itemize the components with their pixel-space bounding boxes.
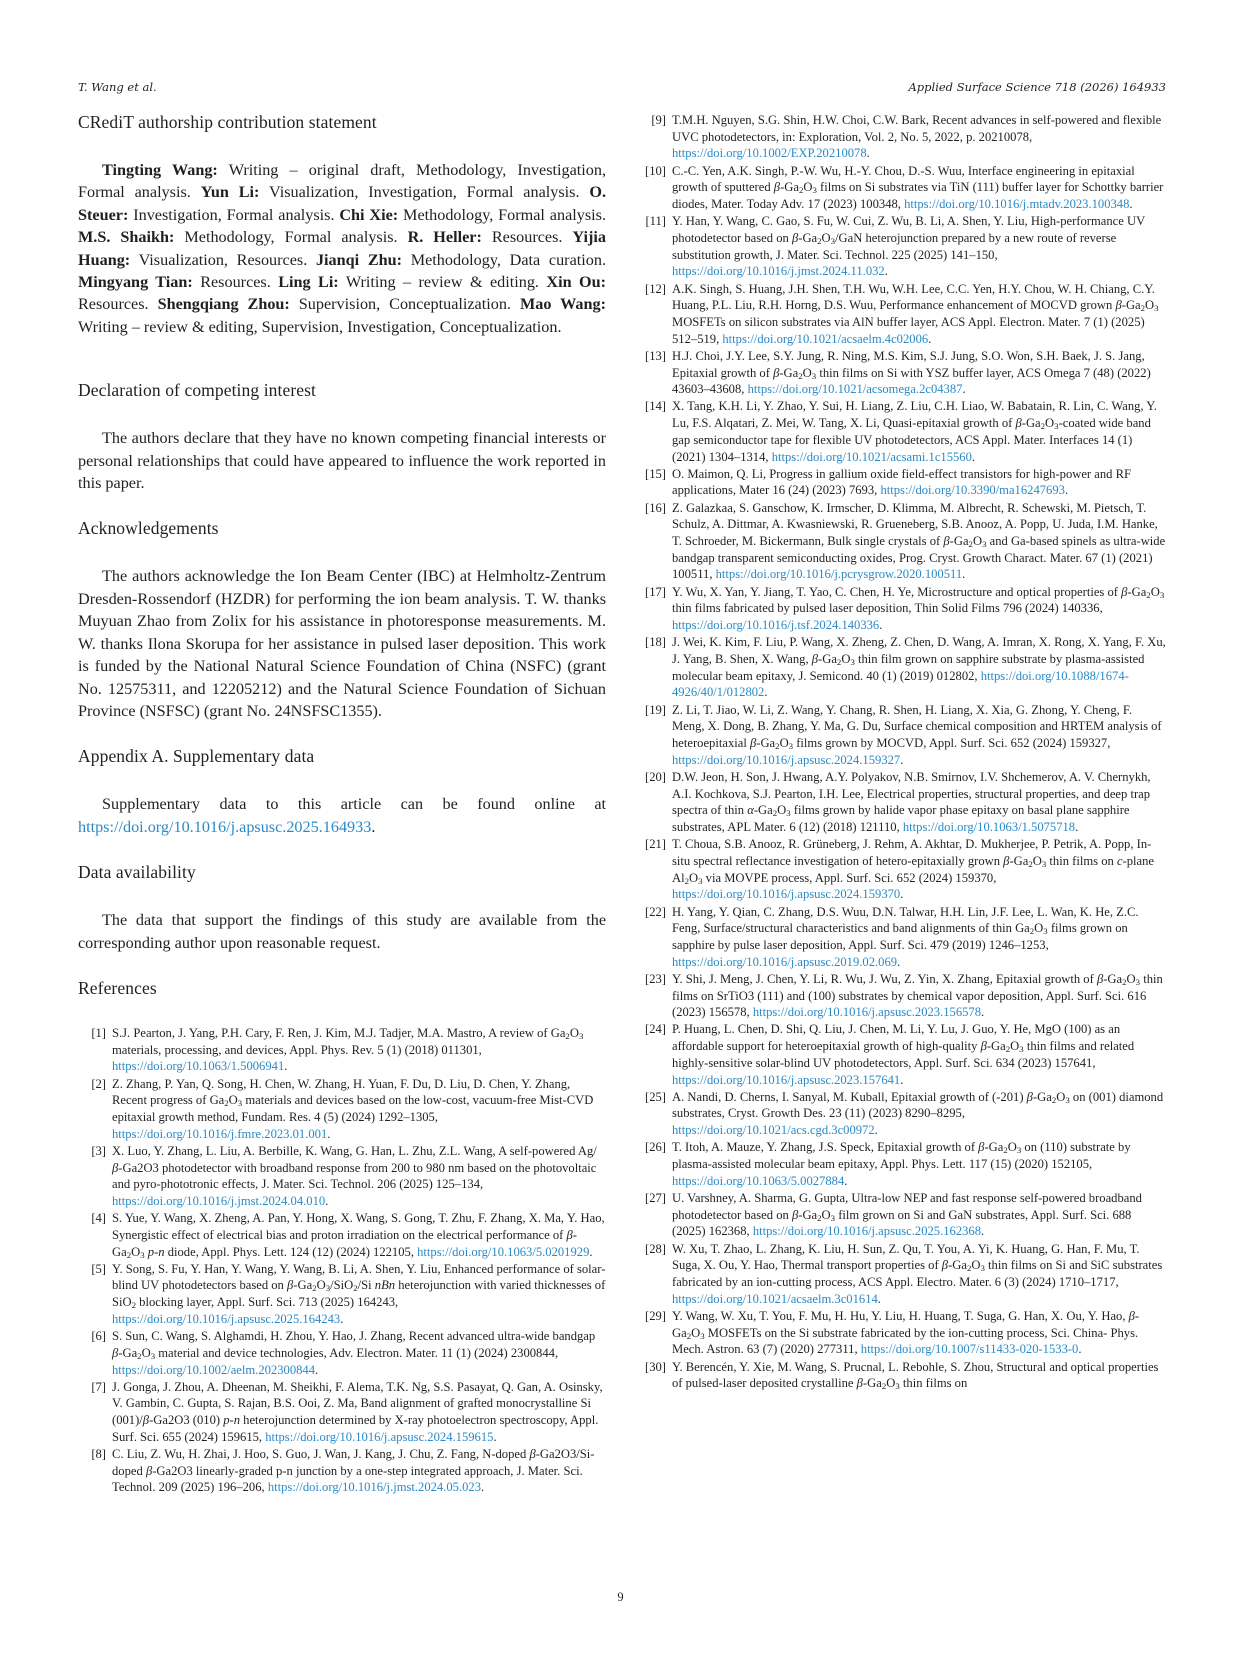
reference-item: [1] S.J. Pearton, J. Yang, P.H. Cary, F. Ren, J. Kim, M.J. Tadjer, M.A. Mastro, A review of $Ga_2O_3$ materials, processing, and devices, Appl. Phys. Rev. 5 (1) (2018) 011301, https://doi.org/10.1063/1.5006941. [78, 1025, 606, 1075]
credit-statement [78, 159, 606, 338]
credit-author-roles: Writing – review & editing. [338, 273, 547, 292]
reference-number: [23] [645, 971, 666, 986]
reference-item: [18] J. Wei, K. Kim, F. Liu, P. Wang, X. Zheng, Z. Chen, D. Wang, A. Imran, X. Rong, X. Yang, F. Xu, J. Yang, B. Shen, X. Wang, $\beta-Ga_2O_3$ thin film grown on sapphire substrate by plasma-assisted molecular beam epitaxy, J. Semicond. 40 (1) (2019) 012802, https://doi.org/10.1088/1674-4926/40/1/012802. [638, 634, 1166, 701]
credit-author-name: Xin Ou: [546, 273, 606, 292]
reference-item: [13] H.J. Choi, J.Y. Lee, S.Y. Jung, R. Ning, M.S. Kim, S.J. Jung, S.O. Won, S.H. Baek, J. S. Jang, Epitaxial growth of $\beta-Ga_2O_3$ thin films on Si with YSZ buffer layer, ACS Omega 7 (48) (2022) 43603–43608, https://doi.org/10.1021/acsomega.2c04387. [638, 348, 1166, 398]
credit-author-name: Chi Xie: [339, 205, 399, 224]
reference-item: [3] X. Luo, Y. Zhang, L. Liu, A. Berbille, K. Wang, G. Han, L. Zhu, Z.L. Wang, A self-powered Ag/β-Ga2O3 photodetector with broadband response from 200 to 980 nm based on the photovoltaic and pyro-phototronic effects, J. Mater. Sci. Technol. 206 (2025) 125–134, https://doi.org/10.1016/j.jmst.2024.04.010. [78, 1143, 606, 1210]
running-head-author: T. Wang et al. [78, 80, 157, 94]
reference-doi-link[interactable]: https://doi.org/10.1021/acs.cgd.3c00972 [672, 1123, 875, 1138]
acknowledgements-heading: Acknowledgements [78, 518, 219, 539]
credit-author-name: Shengqiang Zhou: [157, 295, 290, 314]
reference-text: S.J. Pearton, J. Yang, P.H. Cary, F. Ren, J. Kim, M.J. Tadjer, M.A. Mastro, A review of $Ga_2O_3$ materials, processing, and devices, Appl. Phys. Rev. 5 (1) (2018) 011301, [112, 1025, 584, 1057]
reference-text: X. Luo, Y. Zhang, L. Liu, A. Berbille, K. Wang, G. Han, L. Zhu, Z.L. Wang, A self-powered Ag/β-Ga2O3 photodetector with broadband response from 200 to 980 nm based on the photovoltaic and pyro-phototronic effects, J. Mater. Sci. Technol. 206 (2025) 125–134, [112, 1143, 597, 1192]
credit-author-roles: Visualization, Investigation, Formal analysis. [259, 183, 590, 202]
running-head-journal: Applied Surface Science 718 (2026) 164933 [908, 80, 1166, 94]
reference-text: Z. Galazkaa, S. Ganschow, K. Irmscher, D. Klimma, M. Albrecht, R. Schewski, M. Pietsch, T. Schulz, A. Dittmar, A. Kwasniewski, R. Grueneberg, S.B. Anooz, A. Popp, U. Juda, I.M. Hanke, T. Schroeder, M. Bickermann, Bulk single crystals of $\beta-Ga_2O_3$ and Ga-based spinels as ultra-wide bandgap transparent semiconducting oxides, Prog. Cryst. Growth Charact. Mater. 67 (1) (2021) 100511, [672, 500, 1166, 582]
reference-doi-link[interactable]: https://doi.org/10.1016/j.apsusc.2019.02.069 [672, 954, 898, 969]
credit-author-roles: Writing – original draft, Methodology, Investigation, Formal analysis. [78, 161, 606, 202]
competing-interest-heading: Declaration of competing interest [78, 380, 317, 401]
reference-text: C.-C. Yen, A.K. Singh, P.-W. Wu, H.-Y. Chou, D.-S. Wuu, Interface engineering in epitaxial growth of sputtered $\beta-Ga_2O_3$ films on Si substrates via TiN (111) buffer layer for Schottky barrier diodes, Mater. Today Adv. 17 (2023) 100348, [672, 163, 1164, 212]
credit-author-name: Yun Li: [200, 183, 260, 202]
reference-doi-link[interactable]: https://doi.org/10.1021/acsaelm.4c02006 [722, 331, 929, 346]
credit-author-name: Jianqi Zhu: [315, 250, 403, 269]
reference-doi-link[interactable]: https://doi.org/10.1016/j.jmst.2024.11.032 [672, 264, 885, 279]
credit-author-roles: Writing – review & editing, Supervision, Investigation, Conceptualization. [78, 317, 562, 336]
reference-number: [10] [645, 163, 666, 178]
reference-text: P. Huang, L. Chen, D. Shi, Q. Liu, J. Chen, M. Li, Y. Lu, J. Guo, Y. He, MgO (100) as an affordable support for heteroepitaxial growth of high-quality $\beta-Ga_2O_3$ thin films and related highly-sensitive solar-blind UV photodetectors, Appl. Surf. Sci. 634 (2023) 157641, [672, 1022, 1135, 1070]
reference-item: [5] Y. Song, S. Fu, Y. Han, Y. Wang, Y. Wang, B. Li, A. Shen, Y. Liu, Enhanced performance of solar-blind UV photodetectors based on $\beta-Ga_2O_3/SiO_2/Si$ nBn heterojunction with varied thicknesses of SiO$_2$ blocking layer, Appl. Surf. Sci. 713 (2025) 164243, https://doi.org/10.1016/j.apsusc.2025.164243. [78, 1261, 606, 1328]
reference-item: [8] C. Liu, Z. Wu, H. Zhai, J. Hoo, S. Guo, J. Wan, J. Kang, J. Chu, Z. Fang, N-doped β-Ga2O3/Si-doped β-Ga2O3 linearly-graded p-n junction by a one-step integrated approach, J. Mater. Sci. Technol. 209 (2025) 196–206, https://doi.org/10.1016/j.jmst.2024.05.023. [78, 1446, 606, 1496]
reference-doi-link[interactable]: https://doi.org/10.1021/acsomega.2c04387 [747, 382, 963, 397]
credit-author-name: R. Heller: [407, 228, 482, 247]
reference-doi-link[interactable]: https://doi.org/10.1063/1.5075718 [902, 820, 1076, 835]
reference-number: [17] [645, 584, 666, 599]
left-column [78, 112, 606, 1497]
reference-doi-link[interactable]: https://doi.org/10.1016/j.jmst.2024.05.023 [267, 1480, 482, 1495]
reference-doi-link[interactable]: https://doi.org/10.1016/j.apsusc.2023.157641 [672, 1072, 901, 1087]
reference-number: [29] [645, 1308, 666, 1323]
credit-author-roles: Methodology, Formal analysis. [174, 228, 408, 247]
references-heading: References [78, 977, 157, 998]
reference-number: [28] [645, 1241, 666, 1256]
credit-author-name: Yijia Huang: [78, 228, 606, 269]
reference-item: [12] A.K. Singh, S. Huang, J.H. Shen, T.H. Wu, W.H. Lee, C.C. Yen, H.Y. Chou, W. H. Chiang, C.Y. Huang, P.L. Liu, R.H. Horng, D.S. Wuu, Performance enhancement of MOCVD grown $\beta-Ga_2O_3$ MOSFETs on silicon substrates via AlN buffer layer, ACS Appl. Electron. Mater. 7 (1) (2025) 512–519, https://doi.org/10.1021/acsaelm.4c02006. [638, 281, 1166, 348]
reference-doi-link[interactable]: https://doi.org/10.1021/acsaelm.3c01614 [672, 1291, 878, 1306]
reference-text: Y. Berencén, Y. Xie, M. Wang, S. Prucnal, L. Rebohle, S. Zhou, Structural and optical properties of pulsed-laser deposited crystalline $\beta-Ga_2O_3$ thin films on [672, 1359, 1159, 1392]
reference-text: T. Choua, S.B. Anooz, R. Grüneberg, J. Rehm, A. Akhtar, D. Mukherjee, P. Petrik, A. Popp, In-situ spectral reflectance investigation of hetero-epitaxially grown $\beta-Ga_2O_3$ thin films on c-plane $Al_2O_3$ via MOVPE process, Appl. Surf. Sci. 652 (2024) 159370, [672, 837, 1154, 886]
credit-heading: CRediT authorship contribution statement [78, 112, 377, 132]
reference-number: [3] [91, 1143, 106, 1158]
reference-doi-link[interactable]: https://doi.org/10.1016/j.apsusc.2024.159327 [672, 752, 901, 767]
right-column [638, 112, 1166, 1392]
reference-doi-link[interactable]: https://doi.org/10.1016/j.jmst.2024.04.010 [112, 1193, 326, 1208]
reference-item: [26] T. Itoh, A. Mauze, Y. Zhang, J.S. Speck, Epitaxial growth of $\beta-Ga_2O_3$ on (110) substrate by plasma-assisted molecular beam epitaxy, Appl. Phys. Lett. 117 (15) (2020) 152105, https://doi.org/10.1063/5.0027884. [638, 1139, 1166, 1189]
reference-text: H. Yang, Y. Qian, C. Zhang, D.S. Wuu, D.N. Talwar, H.H. Lin, J.F. Lee, L. Wan, K. He, Z.C. Feng, Surface/structural characteristics and band alignments of thin $Ga_2O_3$ films grown on sapphire by pulse laser deposition, Appl. Surf. Sci. 479 (2019) 1246–1253, [672, 904, 1139, 952]
reference-number: [15] [645, 466, 666, 481]
credit-author-name: Mingyang Tian: [78, 273, 193, 292]
reference-text: Y. Han, Y. Wang, C. Gao, S. Fu, W. Cui, Z. Wu, B. Li, A. Shen, Y. Liu, High-performance UV photodetector based on $\beta-Ga_2O_3$/GaN heterojunction prepared by a new route of reverse substitution growth, J. Mater. Sci. Technol. 225 (2025) 141–150, [672, 214, 1145, 262]
reference-list-left [78, 1025, 606, 1496]
reference-doi-link[interactable]: https://doi.org/10.1016/j.apsusc.2024.159370 [672, 887, 901, 902]
reference-text: Y. Shi, J. Meng, J. Chen, Y. Li, R. Wu, J. Wu, Z. Yin, X. Zhang, Epitaxial growth of $\beta-Ga_2O_3$ thin films on SrTiO3 (111) and (100) substrates by chemical vapor deposition, Appl. Surf. Sci. 616 (2023) 156578, [672, 971, 1163, 1020]
supplementary-data-link[interactable]: https://doi.org/10.1016/j.apsusc.2025.164933 [78, 817, 372, 836]
reference-doi-link[interactable]: https://doi.org/10.1016/j.apsusc.2025.164243 [112, 1311, 341, 1326]
reference-text: S. Yue, Y. Wang, X. Zheng, A. Pan, Y. Hong, X. Wang, S. Gong, T. Zhu, F. Zhang, X. Ma, Y. Hao, Synergistic effect of electrical bias and proton irradiation on the electrical performance of $\beta-Ga_2O_3$ p-n diode, Appl. Phys. Lett. 124 (12) (2024) 122105, [112, 1211, 605, 1260]
reference-doi-link[interactable]: https://doi.org/10.1016/j.apsusc.2025.162368 [752, 1224, 982, 1239]
reference-doi-link[interactable]: https://doi.org/10.1016/j.fmre.2023.01.001 [112, 1126, 328, 1141]
reference-number: [16] [645, 500, 666, 515]
reference-item: [24] P. Huang, L. Chen, D. Shi, Q. Liu, J. Chen, M. Li, Y. Lu, J. Guo, Y. He, MgO (100) as an affordable support for heteroepitaxial growth of high-quality $\beta-Ga_2O_3$ thin films and related highly-sensitive solar-blind UV photodetectors, Appl. Surf. Sci. 634 (2023) 157641, https://doi.org/10.1016/j.apsusc.2023.157641. [638, 1021, 1166, 1088]
reference-text: O. Maimon, Q. Li, Progress in gallium oxide field-effect transistors for high-power and RF applications, Mater 16 (24) (2023) 7693, [672, 466, 1132, 498]
credit-author-roles: Methodology, Data curation. [402, 250, 606, 269]
reference-number: [24] [645, 1022, 666, 1037]
credit-author-name: Mao Wang: [519, 295, 606, 314]
appendix-heading: Appendix A. Supplementary data [78, 746, 315, 767]
acknowledgements-text: The authors acknowledge the Ion Beam Center (IBC) at Helmholtz-Zentrum Dresden-Rossendorf (HZDR) for performing the ion beam analysis. T. W. thanks Muyuan Zhao from Zolix for his assistance in photoresponse measurements. M. W. thanks Ilona Skorupa for her assistance in pulsed laser deposition. This work is funded by the National Natural Science Foundation of China (NSFC) (grant No. 12575311, and 12205212) and the Natural Science Foundation of Sichuan Province (NSFSC) (grant No. 24NSFSC1355). [78, 567, 606, 720]
reference-item: [21] T. Choua, S.B. Anooz, R. Grüneberg, J. Rehm, A. Akhtar, D. Mukherjee, P. Petrik, A. Popp, In-situ spectral reflectance investigation of hetero-epitaxially grown $\beta-Ga_2O_3$ thin films on c-plane $Al_2O_3$ via MOVPE process, Appl. Surf. Sci. 652 (2024) 159370, https://doi.org/10.1016/j.apsusc.2024.159370. [638, 836, 1166, 903]
credit-author-name: O. Steuer: [78, 183, 606, 224]
credit-author-roles: Investigation, Formal analysis. [128, 205, 340, 224]
reference-item: [7] J. Gonga, J. Zhou, A. Dheenan, M. Sheikhi, F. Alema, T.K. Ng, S.S. Pasayat, Q. Gan, A. Osinsky, V. Gambin, C. Gupta, S. Rajan, B.S. Ooi, Z. Ma, Band alignment of grafted monocrystalline Si (001)/β-Ga2O3 (010) p-n heterojunction determined by X-ray photoelectron spectroscopy, Appl. Surf. Sci. 655 (2024) 159615, https://doi.org/10.1016/j.apsusc.2024.159615. [78, 1379, 606, 1446]
credit-author-name: Ling Li: [278, 273, 339, 292]
reference-text: T.M.H. Nguyen, S.G. Shin, H.W. Choi, C.W. Bark, Recent advances in self-powered and flexible UVC photodetectors, in: Exploration, Vol. 2, No. 5, 2022, p. 20210078, [672, 113, 1162, 144]
reference-doi-link[interactable]: https://doi.org/10.1021/acsami.1c15560 [771, 449, 972, 464]
appendix-text [78, 793, 606, 838]
reference-item: [4] S. Yue, Y. Wang, X. Zheng, A. Pan, Y. Hong, X. Wang, S. Gong, T. Zhu, F. Zhang, X. Ma, Y. Hao, Synergistic effect of electrical bias and proton irradiation on the electrical performance of $\beta-Ga_2O_3$ p-n diode, Appl. Phys. Lett. 124 (12) (2024) 122105, https://doi.org/10.1063/5.0201929. [78, 1210, 606, 1260]
credit-author-name: M.S. Shaikh: [78, 228, 175, 247]
reference-number: [27] [645, 1191, 666, 1205]
reference-doi-link[interactable]: https://doi.org/10.1007/s11433-020-1533-0 [860, 1342, 1079, 1357]
competing-interest-text: The authors declare that they have no known competing financial interests or personal relationships that could have appeared to influence the work reported in this paper. [78, 429, 606, 493]
appendix-period: . [371, 817, 376, 836]
reference-text: H.J. Choi, J.Y. Lee, S.Y. Jung, R. Ning, M.S. Kim, S.J. Jung, S.O. Won, S.H. Baek, J. S. Jang, Epitaxial growth of $\beta-Ga_2O_3$ thin films on Si with YSZ buffer layer, ACS Omega 7 (48) (2022) 43603–43608, [672, 348, 1151, 397]
reference-number: [25] [645, 1089, 666, 1104]
reference-text: Z. Li, T. Jiao, W. Li, Z. Wang, Y. Chang, R. Shen, H. Liang, X. Xia, G. Zhong, Y. Cheng, F. Meng, X. Dong, B. Zhang, Y. Ma, G. Du, Surface chemical composition and HRTEM analysis of heteroepitaxial $\beta-Ga_2O_3$ films grown by MOCVD, Appl. Surf. Sci. 652 (2024) 159327, [672, 702, 1162, 752]
reference-doi-link[interactable]: https://doi.org/10.1016/j.mtadv.2023.100348 [904, 197, 1130, 212]
credit-author-roles: Resources. [192, 273, 279, 292]
credit-author-roles: Supervision, Conceptualization. [289, 295, 520, 314]
reference-number: [14] [645, 399, 666, 414]
page-number: 9 [617, 1590, 624, 1604]
reference-number: [12] [645, 281, 666, 296]
credit-author-name: Tingting Wang: [102, 161, 218, 179]
reference-text: T. Itoh, A. Mauze, Y. Zhang, J.S. Speck, Epitaxial growth of $\beta-Ga_2O_3$ on (110) substrate by plasma-assisted molecular beam epitaxy, Appl. Phys. Lett. 117 (15) (2020) 152105, [672, 1140, 1131, 1172]
reference-item: [9] T.M.H. Nguyen, S.G. Shin, H.W. Choi, C.W. Bark, Recent advances in self-powered and flexible UVC photodetectors, in: Exploration, Vol. 2, No. 5, 2022, p. 20210078, https://doi.org/10.1002/EXP.20210078. [638, 112, 1166, 162]
reference-number: [2] [91, 1076, 106, 1091]
data-availability-heading: Data availability [78, 862, 196, 883]
reference-item: [11] Y. Han, Y. Wang, C. Gao, S. Fu, W. Cui, Z. Wu, B. Li, A. Shen, Y. Liu, High-performance UV photodetector based on $\beta-Ga_2O_3$/GaN heterojunction prepared by a new route of reverse substitution growth, J. Mater. Sci. Technol. 225 (2025) 141–150, https://doi.org/10.1016/j.jmst.2024.11.032. [638, 213, 1166, 280]
credit-author-roles: Visualization, Resources. [130, 250, 316, 269]
reference-doi-link[interactable]: https://doi.org/10.1063/5.0027884 [672, 1173, 845, 1188]
reference-text: J. Wei, K. Kim, F. Liu, P. Wang, X. Zheng, Z. Chen, D. Wang, A. Imran, X. Rong, X. Yang, F. Xu, J. Yang, B. Shen, X. Wang, $\beta-Ga_2O_3$ thin film grown on sapphire substrate by plasma-assisted molecular beam epitaxy, J. Semicond. 40 (1) (2019) 012802, [672, 635, 1166, 683]
reference-item: [22] H. Yang, Y. Qian, C. Zhang, D.S. Wuu, D.N. Talwar, H.H. Lin, J.F. Lee, L. Wan, K. He, Z.C. Feng, Surface/structural characteristics and band alignments of thin $Ga_2O_3$ films grown on sapphire by pulse laser deposition, Appl. Surf. Sci. 479 (2019) 1246–1253, https://doi.org/10.1016/j.apsusc.2019.02.069. [638, 904, 1166, 971]
reference-doi-link[interactable]: https://doi.org/10.1016/j.apsusc.2024.159615 [265, 1429, 494, 1444]
reference-list-right [638, 112, 1166, 1392]
reference-doi-link[interactable]: https://doi.org/10.1016/j.tsf.2024.140336 [672, 618, 880, 633]
credit-author-roles: Resources. [481, 228, 573, 247]
reference-doi-link[interactable]: https://doi.org/10.3390/ma16247693 [880, 483, 1065, 498]
reference-item: [23] Y. Shi, J. Meng, J. Chen, Y. Li, R. Wu, J. Wu, Z. Yin, X. Zhang, Epitaxial growth of $\beta-Ga_2O_3$ thin films on SrTiO3 (111) and (100) substrates by chemical vapor deposition, Appl. Surf. Sci. 616 (2023) 156578, https://doi.org/10.1016/j.apsusc.2023.156578. [638, 971, 1166, 1021]
reference-doi-link[interactable]: https://doi.org/10.1002/EXP.20210078 [672, 146, 867, 161]
reference-item: [10] C.-C. Yen, A.K. Singh, P.-W. Wu, H.-Y. Chou, D.-S. Wuu, Interface engineering in epitaxial growth of sputtered $\beta-Ga_2O_3$ films on Si substrates via TiN (111) buffer layer for Schottky barrier diodes, Mater. Today Adv. 17 (2023) 100348, https://doi.org/10.1016/j.mtadv.2023.100348. [638, 163, 1166, 213]
reference-number: [19] [645, 702, 666, 717]
reference-item [638, 1359, 1166, 1392]
reference-doi-link[interactable]: https://doi.org/10.1016/j.apsusc.2023.156578 [752, 1005, 982, 1020]
reference-text: J. Gonga, J. Zhou, A. Dheenan, M. Sheikhi, F. Alema, T.K. Ng, S.S. Pasayat, Q. Gan, A. Osinsky, V. Gambin, C. Gupta, S. Rajan, B.S. Ooi, Z. Ma, Band alignment of grafted monocrystalline Si (001)/β-Ga2O3 (010) p-n heterojunction determined by X-ray photoelectron spectroscopy, Appl. Surf. Sci. 655 (2024) 159615, [112, 1379, 603, 1444]
reference-number: [13] [645, 348, 666, 363]
reference-number: [5] [91, 1261, 106, 1276]
reference-text: Z. Zhang, P. Yan, Q. Song, H. Chen, W. Zhang, H. Yuan, F. Du, D. Liu, D. Chen, Y. Zhang, Recent progress of $Ga_2O_3$ materials and devices based on the low-cost, vacuum-free Mist-CVD epitaxial growth method, Fundam. Res. 4 (5) (2024) 1292–1305, [112, 1076, 594, 1124]
reference-text: W. Xu, T. Zhao, L. Zhang, K. Liu, H. Sun, Z. Qu, T. You, A. Yi, K. Huang, G. Han, F. Mu, T. Suga, X. Ou, Y. Hao, Thermal transport properties of $\beta-Ga_2O_3$ thin films on Si and SiC substrates fabricated by an ion-cutting process, ACS Appl. Electro. Mater. 6 (3) (2024) 1710–1717, [672, 1241, 1163, 1290]
reference-number: [20] [645, 769, 666, 784]
reference-number: [6] [91, 1329, 106, 1344]
reference-item: [27] U. Varshney, A. Sharma, G. Gupta, Ultra-low NEP and fast response self-powered broadband photodetector based on $\beta-Ga_2O_3$ film grown on Si and GaN substrates, Appl. Surf. Sci. 688 (2025) 162368, https://doi.org/10.1016/j.apsusc.2025.162368. [638, 1190, 1166, 1240]
reference-number: [18] [645, 635, 666, 650]
reference-doi-link[interactable]: https://doi.org/10.1063/1.5006941 [112, 1059, 285, 1074]
data-availability-text: The data that support the findings of this study are available from the corresponding author upon reasonable request. [78, 911, 606, 952]
reference-item: [17] Y. Wu, X. Yan, Y. Jiang, T. Yao, C. Chen, H. Ye, Microstructure and optical properties of $\beta-Ga_2O_3$ thin films fabricated by pulsed laser deposition, Thin Solid Films 796 (2024) 140336, https://doi.org/10.1016/j.tsf.2024.140336. [638, 584, 1166, 634]
reference-number: [9] [651, 113, 666, 127]
reference-item: [19] Z. Li, T. Jiao, W. Li, Z. Wang, Y. Chang, R. Shen, H. Liang, X. Xia, G. Zhong, Y. Cheng, F. Meng, X. Dong, B. Zhang, Y. Ma, G. Du, Surface chemical composition and HRTEM analysis of heteroepitaxial $\beta-Ga_2O_3$ films grown by MOCVD, Appl. Surf. Sci. 652 (2024) 159327, https://doi.org/10.1016/j.apsusc.2024.159327. [638, 702, 1166, 769]
reference-text: U. Varshney, A. Sharma, G. Gupta, Ultra-low NEP and fast response self-powered broadband photodetector based on $\beta-Ga_2O_3$ film grown on Si and GaN substrates, Appl. Surf. Sci. 688 (2025) 162368, [672, 1191, 1142, 1239]
reference-item: [16] Z. Galazkaa, S. Ganschow, K. Irmscher, D. Klimma, M. Albrecht, R. Schewski, M. Pietsch, T. Schulz, A. Dittmar, A. Kwasniewski, R. Grueneberg, S.B. Anooz, A. Popp, U. Juda, I.M. Hanke, T. Schroeder, M. Bickermann, Bulk single crystals of $\beta-Ga_2O_3$ and Ga-based spinels as ultra-wide bandgap transparent semiconducting oxides, Prog. Cryst. Growth Charact. Mater. 67 (1) (2021) 100511, https://doi.org/10.1016/j.pcrysgrow.2020.100511. [638, 500, 1166, 584]
reference-number: [4] [91, 1211, 106, 1226]
reference-item: [2] Z. Zhang, P. Yan, Q. Song, H. Chen, W. Zhang, H. Yuan, F. Du, D. Liu, D. Chen, Y. Zhang, Recent progress of $Ga_2O_3$ materials and devices based on the low-cost, vacuum-free Mist-CVD epitaxial growth method, Fundam. Res. 4 (5) (2024) 1292–1305, https://doi.org/10.1016/j.fmre.2023.01.001. [78, 1076, 606, 1143]
credit-author-roles: Methodology, Formal analysis. [398, 205, 606, 224]
reference-number: [1] [91, 1025, 106, 1040]
reference-text: S. Sun, C. Wang, S. Alghamdi, H. Zhou, Y. Hao, J. Zhang, Recent advanced ultra-wide bandgap $\beta-Ga_2O_3$ material and device technologies, Adv. Electron. Mater. 11 (1) (2024) 2300844, [112, 1329, 596, 1361]
appendix-text-lead: Supplementary data to this article can be found online at [102, 795, 606, 814]
reference-text: A.K. Singh, S. Huang, J.H. Shen, T.H. Wu, W.H. Lee, C.C. Yen, H.Y. Chou, W. H. Chiang, C.Y. Huang, P.L. Liu, R.H. Horng, D.S. Wuu, Performance enhancement of MOCVD grown $\beta-Ga_2O_3$ MOSFETs on silicon substrates via AlN buffer layer, ACS Appl. Electron. Mater. 7 (1) (2025) 512–519, [672, 281, 1159, 346]
credit-author-roles: Resources. [78, 295, 158, 314]
reference-text: Y. Song, S. Fu, Y. Han, Y. Wang, Y. Wang, B. Li, A. Shen, Y. Liu, Enhanced performance of solar-blind UV photodetectors based on $\beta-Ga_2O_3/SiO_2/Si$ nBn heterojunction with varied thicknesses of SiO$_2$ blocking layer, Appl. Surf. Sci. 713 (2025) 164243, [112, 1261, 606, 1311]
reference-item: [28] W. Xu, T. Zhao, L. Zhang, K. Liu, H. Sun, Z. Qu, T. You, A. Yi, K. Huang, G. Han, F. Mu, T. Suga, X. Ou, Y. Hao, Thermal transport properties of $\beta-Ga_2O_3$ thin films on Si and SiC substrates fabricated by an ion-cutting process, ACS Appl. Electro. Mater. 6 (3) (2024) 1710–1717, https://doi.org/10.1021/acsaelm.3c01614. [638, 1241, 1166, 1308]
reference-number: [11] [645, 214, 666, 229]
reference-number: [26] [645, 1140, 666, 1155]
reference-text: Y. Wang, W. Xu, T. You, F. Mu, H. Hu, Y. Liu, H. Huang, T. Suga, G. Han, X. Ou, Y. Hao, $\beta-Ga_2O_3$ MOSFETs on the Si substrate fabricated by the ion-cutting process, Sci. China- Phys. Mech. Astron. 63 (7) (2020) 277311, [672, 1308, 1140, 1357]
reference-item: [14] X. Tang, K.H. Li, Y. Zhao, Y. Sui, H. Liang, Z. Liu, C.H. Liao, W. Babatain, R. Lin, C. Wang, Y. Lu, F.S. Alqatari, Z. Mei, W. Tang, X. Li, Quasi-epitaxial growth of $\beta-Ga_2O_3$-coated wide band gap semiconductor tape for flexible UV photodetectors, ACS Appl. Mater. Interfaces 14 (1) (2021) 1304–1314, https://doi.org/10.1021/acsami.1c15560. [638, 398, 1166, 465]
reference-number: [21] [645, 837, 666, 852]
reference-item: [20] D.W. Jeon, H. Son, J. Hwang, A.Y. Polyakov, N.B. Smirnov, I.V. Shchemerov, A. V. Chernykh, A.I. Kochkova, S.J. Pearton, I.H. Lee, Electrical properties, structural properties, and deep trap spectra of thin $\alpha-Ga_2O_3$ films grown by halide vapor phase epitaxy on basal plane sapphire substrates, APL Mater. 6 (12) (2018) 121110, https://doi.org/10.1063/1.5075718. [638, 769, 1166, 836]
reference-text: C. Liu, Z. Wu, H. Zhai, J. Hoo, S. Guo, J. Wan, J. Kang, J. Chu, Z. Fang, N-doped β-Ga2O3/Si-doped β-Ga2O3 linearly-graded p-n junction by a one-step integrated approach, J. Mater. Sci. Technol. 209 (2025) 196–206, [112, 1447, 595, 1495]
reference-text: X. Tang, K.H. Li, Y. Zhao, Y. Sui, H. Liang, Z. Liu, C.H. Liao, W. Babatain, R. Lin, C. Wang, Y. Lu, F.S. Alqatari, Z. Mei, W. Tang, X. Li, Quasi-epitaxial growth of $\beta-Ga_2O_3$-coated wide band gap semiconductor tape for flexible UV photodetectors, ACS Appl. Mater. Interfaces 14 (1) (2021) 1304–1314, [672, 399, 1157, 464]
reference-text: D.W. Jeon, H. Son, J. Hwang, A.Y. Polyakov, N.B. Smirnov, I.V. Shchemerov, A. V. Chernykh, A.I. Kochkova, S.J. Pearton, I.H. Lee, Electrical properties, structural properties, and deep trap spectra of thin $\alpha-Ga_2O_3$ films grown by halide vapor phase epitaxy on basal plane sapphire substrates, APL Mater. 6 (12) (2018) 121110, [672, 769, 1151, 835]
reference-item: [15] O. Maimon, Q. Li, Progress in gallium oxide field-effect transistors for high-power and RF applications, Mater 16 (24) (2023) 7693, https://doi.org/10.3390/ma16247693. [638, 466, 1166, 499]
reference-number: [8] [91, 1447, 106, 1462]
reference-doi-link[interactable]: https://doi.org/10.1063/5.0201929 [417, 1244, 590, 1259]
reference-number: [30] [645, 1359, 666, 1374]
reference-number: [7] [91, 1379, 106, 1394]
reference-item: [6] S. Sun, C. Wang, S. Alghamdi, H. Zhou, Y. Hao, J. Zhang, Recent advanced ultra-wide bandgap $\beta-Ga_2O_3$ material and device technologies, Adv. Electron. Mater. 11 (1) (2024) 2300844, https://doi.org/10.1002/aelm.202300844. [78, 1328, 606, 1378]
reference-number: [22] [645, 904, 666, 919]
reference-doi-link[interactable]: https://doi.org/10.1016/j.pcrysgrow.2020.100511 [715, 567, 963, 582]
reference-doi-link[interactable]: https://doi.org/10.1088/1674-4926/40/1/012802 [672, 668, 1129, 700]
reference-text: Y. Wu, X. Yan, Y. Jiang, T. Yao, C. Chen, H. Ye, Microstructure and optical properties of $\beta-Ga_2O_3$ thin films fabricated by pulsed laser deposition, Thin Solid Films 796 (2024) 140336, [672, 584, 1165, 616]
reference-doi-link[interactable]: https://doi.org/10.1002/aelm.202300844 [112, 1362, 316, 1377]
reference-item: [25] A. Nandi, D. Cherns, I. Sanyal, M. Kuball, Epitaxial growth of (-201) $\beta-Ga_2O_3$ on (001) diamond substrates, Cryst. Growth Des. 23 (11) (2023) 8290–8295, https://doi.org/10.1021/acs.cgd.3c00972. [638, 1089, 1166, 1139]
reference-item: [29] Y. Wang, W. Xu, T. You, F. Mu, H. Hu, Y. Liu, H. Huang, T. Suga, G. Han, X. Ou, Y. Hao, $\beta-Ga_2O_3$ MOSFETs on the Si substrate fabricated by the ion-cutting process, Sci. China- Phys. Mech. Astron. 63 (7) (2020) 277311, https://doi.org/10.1007/s11433-020-1533-0. [638, 1308, 1166, 1358]
reference-text: A. Nandi, D. Cherns, I. Sanyal, M. Kuball, Epitaxial growth of (-201) $\beta-Ga_2O_3$ on (001) diamond substrates, Cryst. Growth Des. 23 (11) (2023) 8290–8295, [672, 1089, 1164, 1121]
